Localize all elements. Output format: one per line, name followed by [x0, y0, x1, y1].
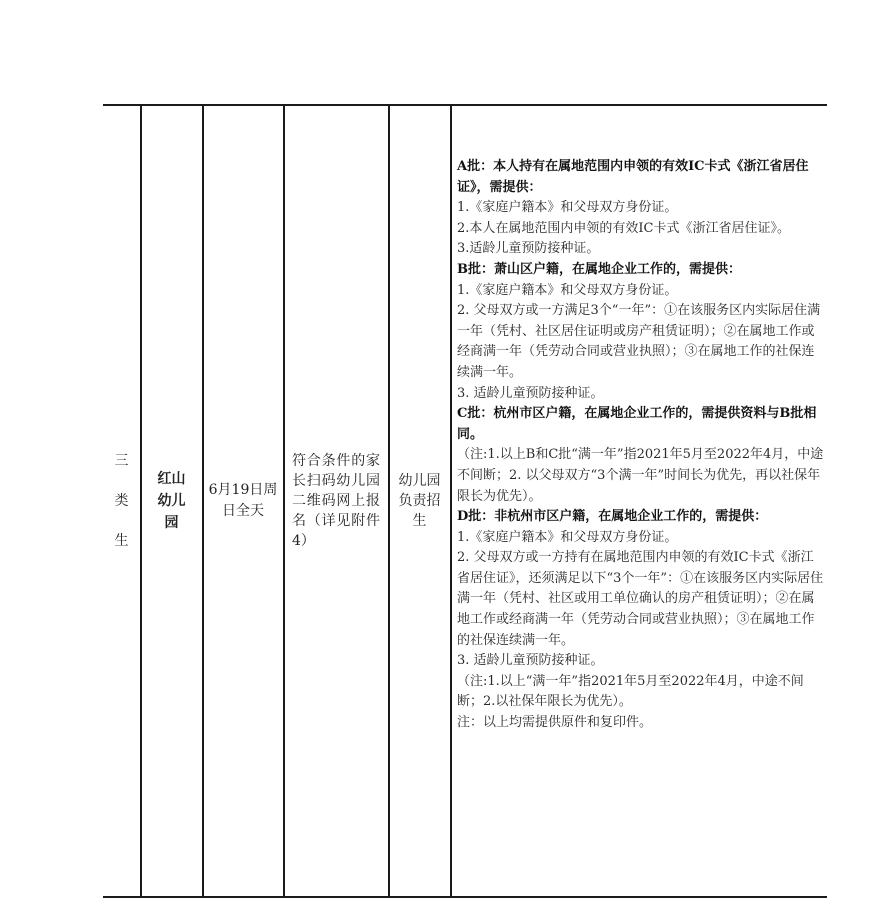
- column-divider: [450, 104, 452, 898]
- requirement-line: B批：萧山区户籍，在属地企业工作的，需提供：: [457, 261, 741, 277]
- school-name: 红山幼儿园: [157, 471, 186, 531]
- category-cell: [103, 105, 140, 897]
- registration-date-cell: [203, 105, 283, 897]
- requirement-line: 2. 父母双方或一方持有在属地范围内申领的有效IC卡式《浙江省居住证》，还须满足以下“3个一年”：①在该服务区内实际居住满一年（凭村、社区或用工单位确认的房产租赁证明）；②在属地工作或经商满一年（凭劳动合同或营业执照）；③在属地工作的社保连续满一年。: [457, 550, 824, 648]
- requirement-line: 1.《家庭户籍本》和父母双方身份证。: [457, 282, 678, 298]
- registration-method-cell: [284, 105, 388, 897]
- requirement-line: （注:1.以上“满一年”指2021年5月至2022年4月，中途不间断；2.以社保年限长为优先）。: [457, 673, 804, 710]
- requirement-line: 2.本人在属地范围内申领的有效IC卡式《浙江省居住证》。: [457, 220, 790, 236]
- school-name-cell: [141, 105, 202, 897]
- requirement-line: 3. 适龄儿童预防接种证。: [457, 385, 604, 401]
- category-char: 生: [114, 533, 129, 549]
- requirement-line: （注:1.以上B和C批“满一年”指2021年5月至2022年4月，中途不间断；2. 以父母双方“3个满一年”时间长为优先，再以社保年限长为优先）。: [457, 447, 824, 504]
- requirement-line: D批：非杭州市区户籍，在属地企业工作的，需提供：: [457, 509, 768, 525]
- requirement-line: 3. 适龄儿童预防接种证。: [457, 653, 604, 669]
- requirement-line: 1.《家庭户籍本》和父母双方身份证。: [457, 529, 678, 545]
- registration-date: 6月19日周日全天: [208, 482, 278, 519]
- category-char: 类: [114, 493, 129, 509]
- requirement-line: 注：以上均需提供原件和复印件。: [457, 715, 653, 731]
- requirement-line: C批：杭州市区户籍，在属地企业工作的，需提供资料与B批相同。: [457, 406, 817, 442]
- responsible-party: 幼儿园负责招生: [398, 473, 441, 529]
- requirement-line: 3.适龄儿童预防接种证。: [457, 241, 600, 257]
- requirement-line: A批：本人持有在属地范围内申领的有效IC卡式《浙江省居住证》，需提供：: [457, 159, 809, 195]
- requirement-line: 1.《家庭户籍本》和父母双方身份证。: [457, 200, 678, 216]
- responsible-party-cell: [389, 105, 450, 897]
- category-char: 三: [114, 453, 129, 469]
- registration-method: 符合条件的家长扫码幼儿园二维码网上报名（详见附件4）: [292, 453, 380, 549]
- requirements-cell: [457, 157, 825, 734]
- requirement-line: 2. 父母双方或一方满足3个“一年”：①在该服务区内实际居住满一年（凭村、社区居住证明或房产租赁证明）；②在属地工作或经商满一年（凭劳动合同或营业执照）；③在属地工作的社保连续满一年。: [457, 303, 821, 380]
